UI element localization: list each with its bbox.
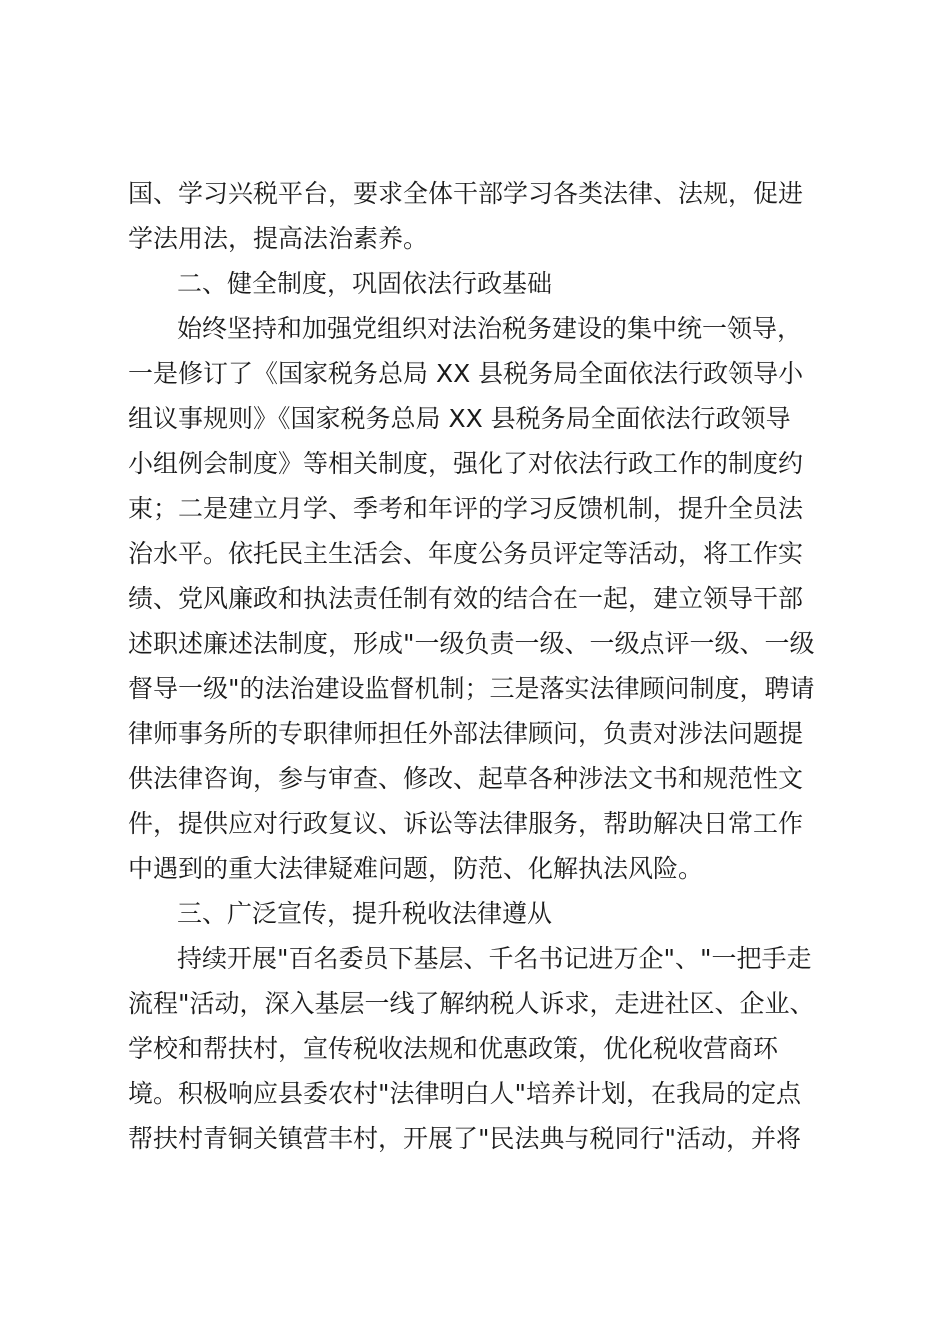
text-line: 束；二是建立月学、季考和年评的学习反馈机制，提升全员法 xyxy=(128,494,804,523)
text-line: 境。积极响应县委农村"法律明白人"培养计划，在我局的定点 xyxy=(128,1079,802,1108)
text-line: 学校和帮扶村，宣传税收法规和优惠政策，优化税收营商环 xyxy=(128,1034,779,1063)
text-line: 律师事务所的专职律师担任外部法律顾问，负责对涉法问题提 xyxy=(128,719,804,748)
section-heading-3: 三、广泛宣传，提升税收法律遵从 xyxy=(177,899,553,928)
text-line: 组议事规则》《国家税务总局 XX 县税务局全面依法行政领导 xyxy=(128,404,791,433)
text-line: 供法律咨询，参与审查、修改、起草各种涉法文书和规范性文 xyxy=(128,764,804,793)
text-line: 学法用法，提高法治素养。 xyxy=(128,224,429,253)
text-line: 国、学习兴税平台，要求全体干部学习各类法律、法规，促进 xyxy=(128,179,804,208)
text-line: 帮扶村青铜关镇营丰村，开展了"民法典与税同行"活动，并将 xyxy=(128,1124,802,1153)
text-line: 始终坚持和加强党组织对法治税务建设的集中统一领导， xyxy=(177,314,803,343)
text-line: 一是修订了《国家税务总局 XX 县税务局全面依法行政领导小 xyxy=(128,359,804,388)
text-line: 绩、党风廉政和执法责任制有效的结合在一起，建立领导干部 xyxy=(128,584,804,613)
text-line: 持续开展"百名委员下基层、千名书记进万企"、"一把手走 xyxy=(177,944,812,973)
text-line: 述职述廉述法制度，形成"一级负责一级、一级点评一级、一级 xyxy=(128,629,815,658)
text-line: 督导一级"的法治建设监督机制；三是落实法律顾问制度，聘请 xyxy=(128,674,815,703)
text-line: 小组例会制度》等相关制度，强化了对依法行政工作的制度约 xyxy=(128,449,804,478)
section-heading-2: 二、健全制度，巩固依法行政基础 xyxy=(177,269,553,298)
text-line: 件，提供应对行政复议、诉讼等法律服务，帮助解决日常工作 xyxy=(128,809,804,838)
text-line: 治水平。依托民主生活会、年度公务员评定等活动，将工作实 xyxy=(128,539,804,568)
text-line: 流程"活动，深入基层一线了解纳税人诉求，走进社区、企业、 xyxy=(128,989,815,1018)
text-line: 中遇到的重大法律疑难问题，防范、化解执法风险。 xyxy=(128,854,704,883)
